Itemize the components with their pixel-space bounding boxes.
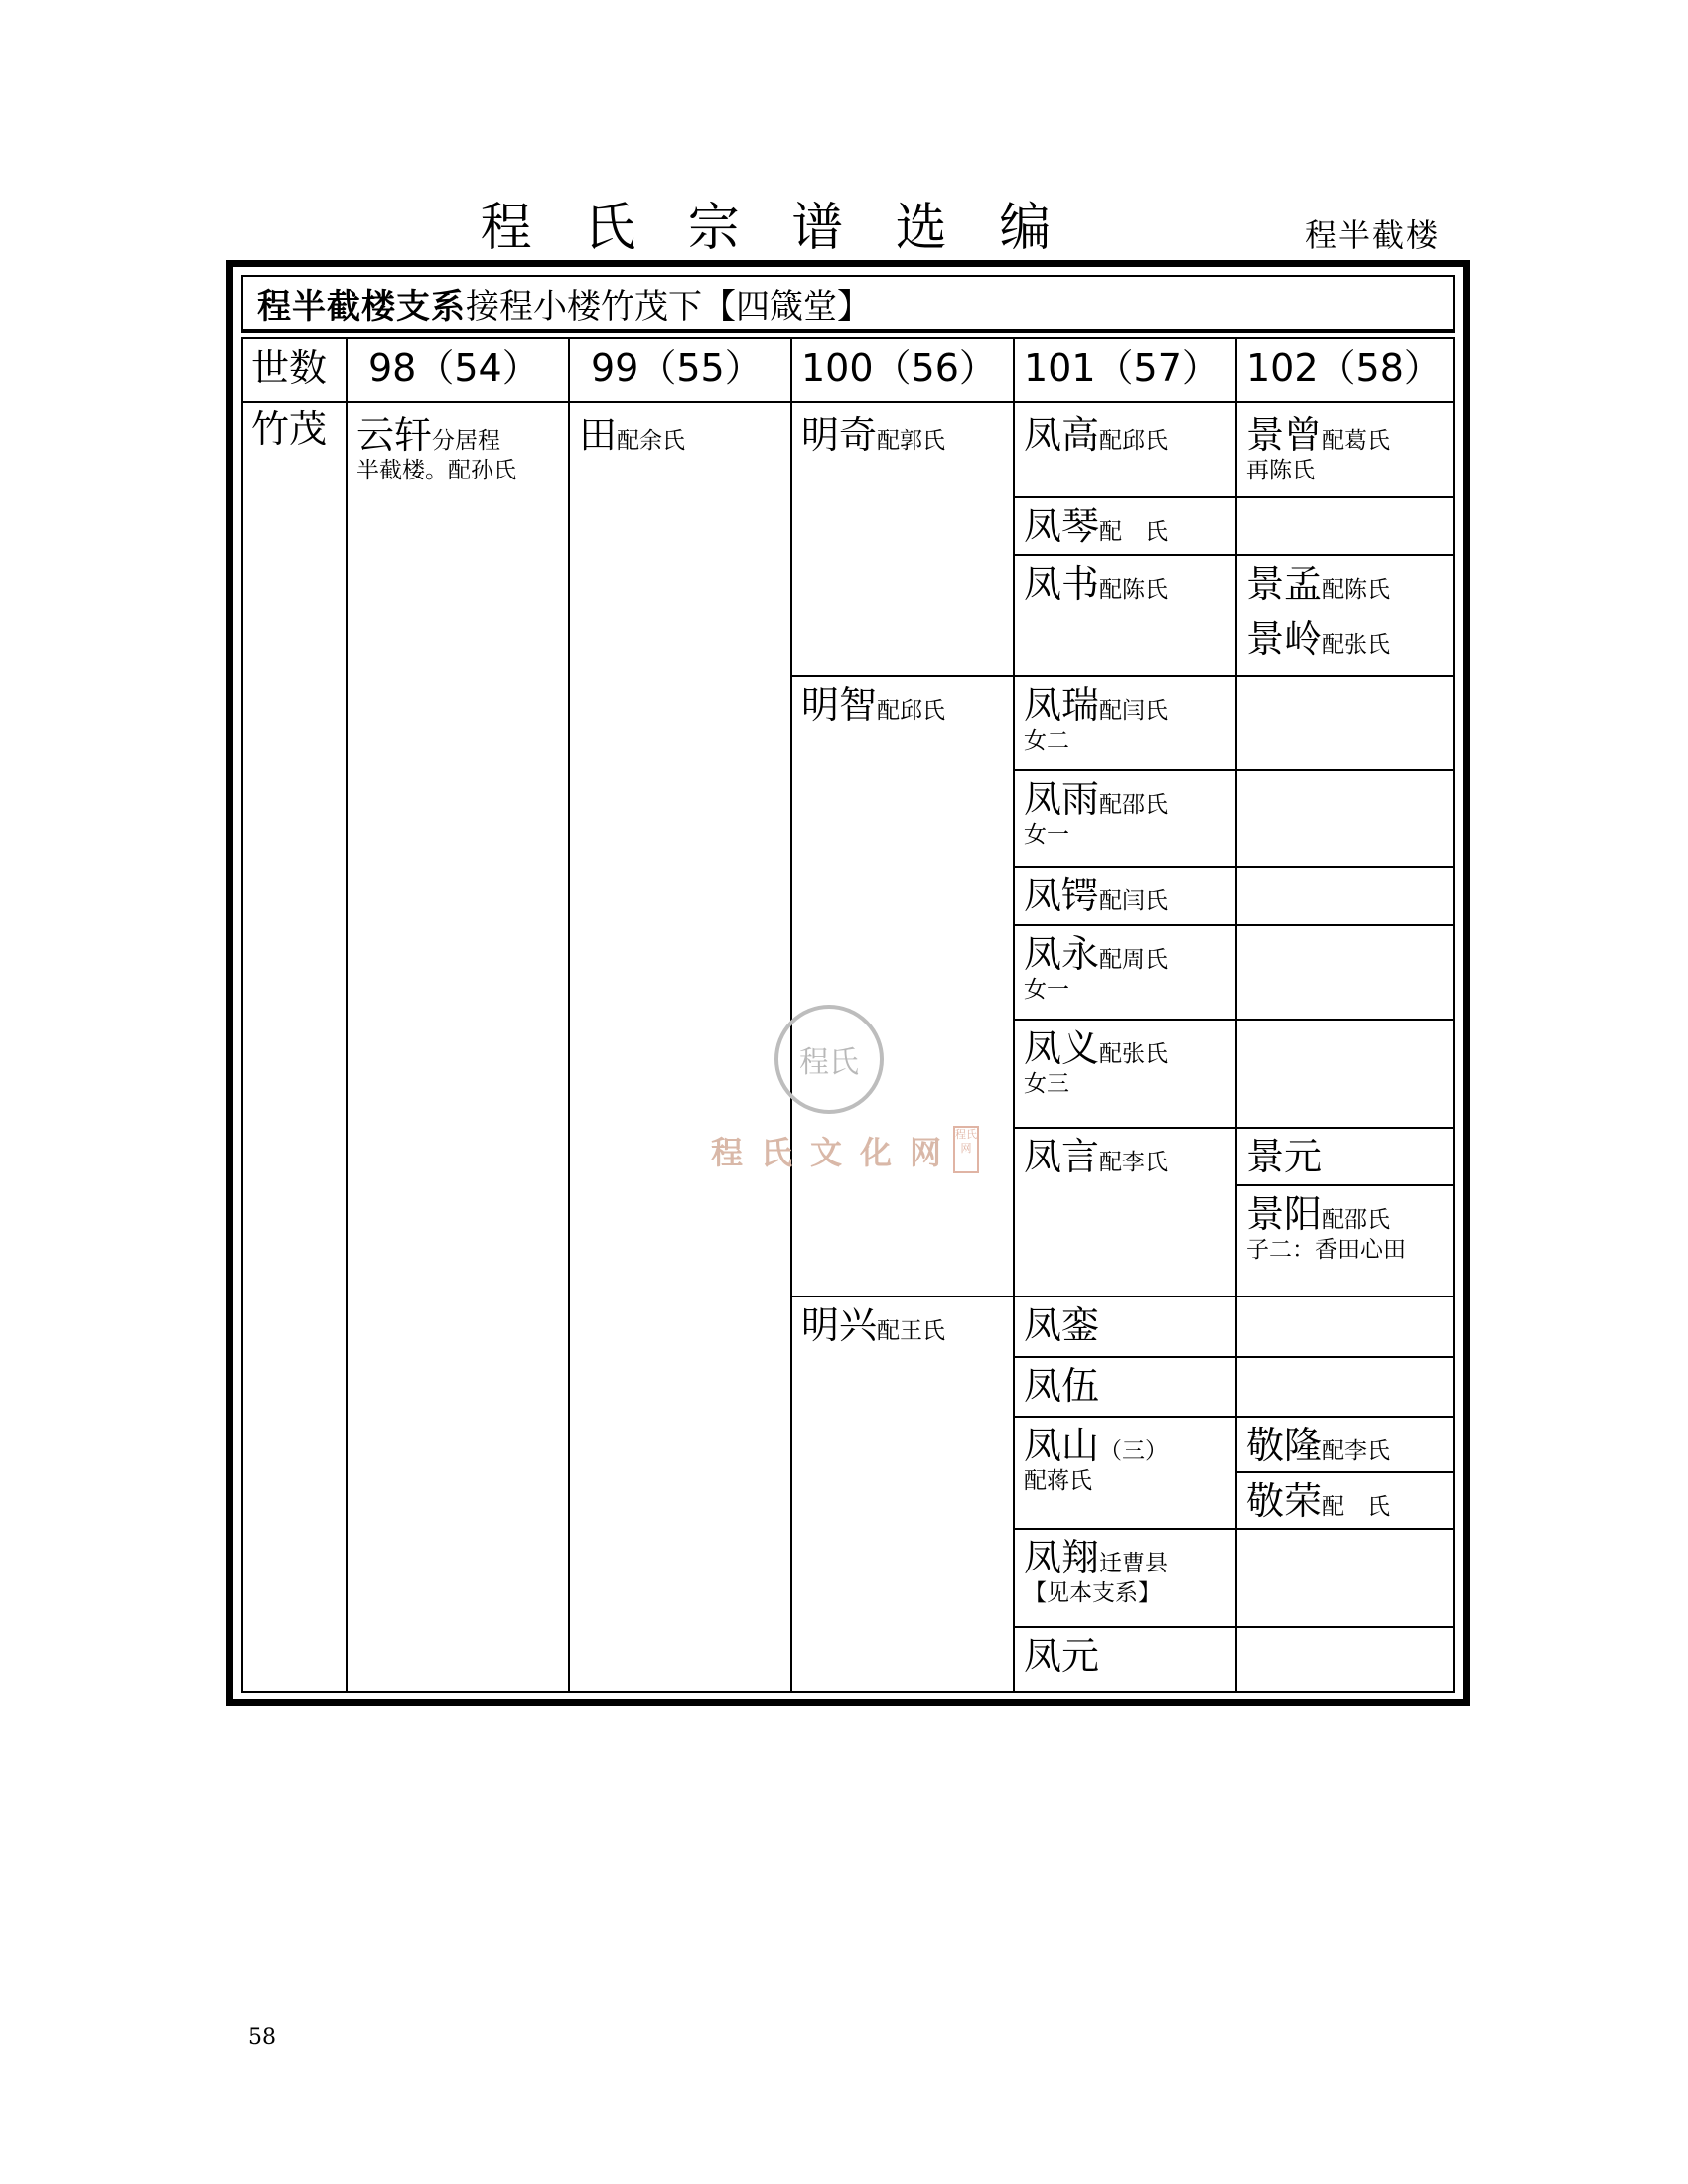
person-entry: 敬隆配李氏 bbox=[1246, 1424, 1391, 1467]
person-entry: 凤书配陈氏 bbox=[1024, 562, 1169, 606]
watermark-text: 程氏文化网 bbox=[711, 1134, 960, 1171]
grid-line bbox=[1013, 1127, 1455, 1129]
person-entry: 凤义配张氏 女三 bbox=[1024, 1026, 1169, 1097]
grid-line bbox=[1235, 1471, 1455, 1473]
grid-line bbox=[1013, 496, 1455, 498]
person-entry: 云轩分居程 半截楼。配孙氏 bbox=[356, 413, 516, 483]
corner-label: 程半截楼 bbox=[1304, 216, 1440, 254]
column-header: 101（57） bbox=[1024, 346, 1219, 390]
person-entry: 凤伍 bbox=[1024, 1364, 1100, 1408]
person-entry: 景阳配邵氏 子二：香田心田 bbox=[1246, 1192, 1406, 1263]
person-entry: 凤琴配 氏 bbox=[1024, 504, 1169, 548]
column-header: 100（56） bbox=[801, 346, 997, 390]
grid-line bbox=[241, 401, 1455, 403]
person-entry: 景岭配张氏 bbox=[1246, 617, 1391, 661]
column-header: 102（58） bbox=[1246, 346, 1442, 390]
person-entry: 凤銮 bbox=[1024, 1303, 1100, 1347]
person-entry: 凤言配李氏 bbox=[1024, 1135, 1169, 1178]
person-entry: 景曾配葛氏 再陈氏 bbox=[1246, 413, 1391, 483]
grid-line bbox=[1013, 1356, 1455, 1358]
watermark-stamp-icon: 程氏网 bbox=[953, 1126, 979, 1173]
person-entry: 明智配邱氏 bbox=[801, 683, 946, 727]
grid-line bbox=[1013, 554, 1455, 556]
person-entry: 景孟配陈氏 bbox=[1246, 562, 1391, 606]
generation-label: 竹茂 bbox=[251, 407, 328, 451]
person-entry: 凤元 bbox=[1024, 1634, 1100, 1678]
grid-line bbox=[1013, 1296, 1455, 1297]
person-entry: 凤雨配邵氏 女一 bbox=[1024, 777, 1169, 848]
person-entry: 凤锷配闫氏 bbox=[1024, 874, 1169, 917]
grid-line bbox=[1235, 337, 1237, 1693]
grid-line bbox=[1013, 1416, 1455, 1418]
grid-line bbox=[346, 337, 348, 1693]
grid-line bbox=[790, 337, 792, 1693]
person-entry: 田配余氏 bbox=[579, 413, 686, 457]
grid-line bbox=[1013, 337, 1015, 1693]
branch-subtitle: 接程小楼竹茂下【四箴堂】 bbox=[466, 286, 871, 327]
grid-line bbox=[790, 675, 1013, 677]
grid-line bbox=[1453, 337, 1455, 1693]
column-header: 98（54） bbox=[368, 346, 540, 390]
branch-title: 程半截楼支系 bbox=[257, 286, 466, 327]
page-number: 58 bbox=[248, 2025, 276, 2050]
table-grid bbox=[233, 267, 1463, 1699]
grid-line bbox=[1013, 1626, 1455, 1628]
grid-line bbox=[568, 337, 570, 1693]
watermark-seal-icon: 程氏 bbox=[774, 1005, 884, 1114]
column-header: 世数 bbox=[251, 346, 328, 390]
grid-line bbox=[1013, 1528, 1455, 1530]
grid-line bbox=[1235, 1184, 1455, 1186]
grid-line bbox=[1013, 866, 1455, 868]
grid-line bbox=[1013, 924, 1455, 926]
grid-line bbox=[1013, 769, 1455, 771]
person-entry: 景元 bbox=[1246, 1135, 1323, 1178]
person-entry: 明兴配王氏 bbox=[801, 1303, 946, 1347]
person-entry: 敬荣配 氏 bbox=[1246, 1479, 1391, 1523]
person-entry: 凤永配周氏 女一 bbox=[1024, 932, 1169, 1003]
column-header: 99（55） bbox=[591, 346, 763, 390]
grid-line bbox=[1013, 675, 1455, 677]
person-entry: 凤瑞配闫氏 女二 bbox=[1024, 683, 1169, 753]
person-entry: 凤翔迁曹县 【见本支系】 bbox=[1024, 1536, 1169, 1606]
person-entry: 明奇配郭氏 bbox=[801, 413, 946, 457]
person-entry: 凤山（三） 配蒋氏 bbox=[1024, 1424, 1169, 1494]
genealogy-table bbox=[226, 260, 1470, 1706]
grid-line bbox=[241, 337, 243, 1693]
grid-line bbox=[790, 1296, 1013, 1297]
page-title: 程 氏 宗 谱 选 编 bbox=[480, 199, 1069, 258]
grid-line bbox=[241, 337, 1455, 339]
grid-line bbox=[241, 1691, 1455, 1693]
grid-line bbox=[1013, 1019, 1455, 1021]
person-entry: 凤高配邱氏 bbox=[1024, 413, 1169, 457]
